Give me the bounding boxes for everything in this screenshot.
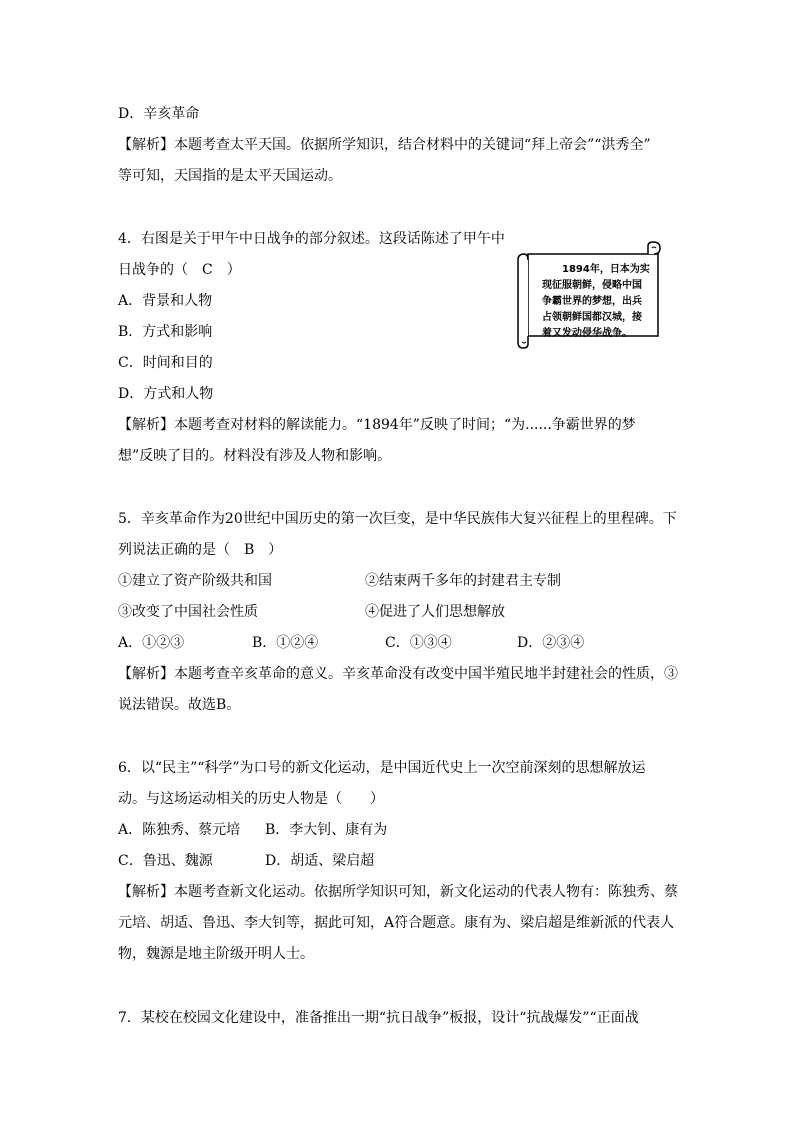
- q4-option-b: B．方式和影响: [118, 324, 213, 340]
- q3-analysis-line1: 【解析】本题考查太平天国。依据所学知识，结合材料中的关键词“拜上帝会”“洪秀全”: [118, 137, 651, 153]
- q4-scroll-figure: [516, 240, 664, 350]
- q5-option-b: B．①②④: [252, 635, 319, 651]
- q5-stem-line2: 列说法正确的是（ B ）: [118, 542, 283, 558]
- q4-analysis-line1: 【解析】本题考查对材料的解读能力。“1894年”反映了时间；“为......争霸世界的梦: [118, 417, 636, 433]
- q6-option-a: A．陈独秀、蔡元培: [118, 822, 241, 838]
- q5-stem-line1: 5．辛亥革命作为20世纪中国历史的第一次巨变，是中华民族伟大复兴征程上的里程碑。下: [118, 511, 677, 527]
- q3-analysis-line2: 等可知，天国指的是太平天国运动。: [118, 168, 342, 184]
- q6-stem-line1: 6．以“民主”“科学”为口号的新文化运动，是中国近代史上一次空前深刻的思想解放运: [118, 760, 646, 776]
- q6-option-c: C．鲁迅、魏源: [118, 853, 213, 869]
- q6-option-b: B．李大钊、康有为: [265, 822, 388, 838]
- q4-stem-line2: 日战争的（ C ）: [118, 262, 241, 278]
- q5-option-c: C．①③④: [385, 635, 452, 651]
- q5-statement-4: ④促进了人们思想解放: [365, 604, 505, 620]
- q4-option-c: C．时间和目的: [118, 355, 213, 371]
- q6-option-d: D．胡适、梁启超: [265, 853, 375, 869]
- q5-statement-3: ③改变了中国社会性质: [118, 604, 258, 620]
- q5-analysis-line2: 说法错误。故选B。: [118, 697, 241, 713]
- q6-analysis-line3: 物，魏源是地主阶级开明人士。: [118, 946, 314, 962]
- q4-option-a: A．背景和人物: [118, 293, 213, 309]
- q4-analysis-line2: 想”反映了目的。材料没有涉及人物和影响。: [118, 448, 392, 464]
- q5-statement-2: ②结束两千多年的封建君主专制: [365, 573, 561, 589]
- q5-option-d: D．②③④: [517, 635, 585, 651]
- q6-analysis-line1: 【解析】本题考查新文化运动。依据所学知识可知，新文化运动的代表人物有：陈独秀、蔡: [118, 884, 678, 900]
- q3-option-d: D．辛亥革命: [118, 106, 200, 122]
- q6-analysis-line2: 元培、胡适、鲁迅、李大钊等，据此可知，A符合题意。康有为、梁启超是维新派的代表人: [118, 915, 675, 931]
- q6-stem-line2: 动。与这场运动相关的历史人物是（ ）: [118, 791, 384, 807]
- q5-statement-1: ①建立了资产阶级共和国: [118, 573, 272, 589]
- q4-option-d: D．方式和人物: [118, 386, 214, 402]
- q4-stem-line1: 4．右图是关于甲午中日战争的部分叙述。这段话陈述了甲午中: [118, 231, 505, 247]
- q4-scroll-text: 1894年，日本为实 现征服朝鲜，侵略中国 争霸世界的梦想，出兵 占领朝鲜国都汉城，接 着又发动侵华战争。: [542, 264, 650, 339]
- q5-analysis-line1: 【解析】本题考查辛亥革命的意义。辛亥革命没有改变中国半殖民地半封建社会的性质，③: [118, 666, 678, 682]
- q7-stem-line1: 7．某校在校园文化建设中，准备推出一期“抗日战争”板报，设计“抗战爆发”“正面战: [118, 1010, 639, 1026]
- q5-option-a: A．①②③: [118, 635, 185, 651]
